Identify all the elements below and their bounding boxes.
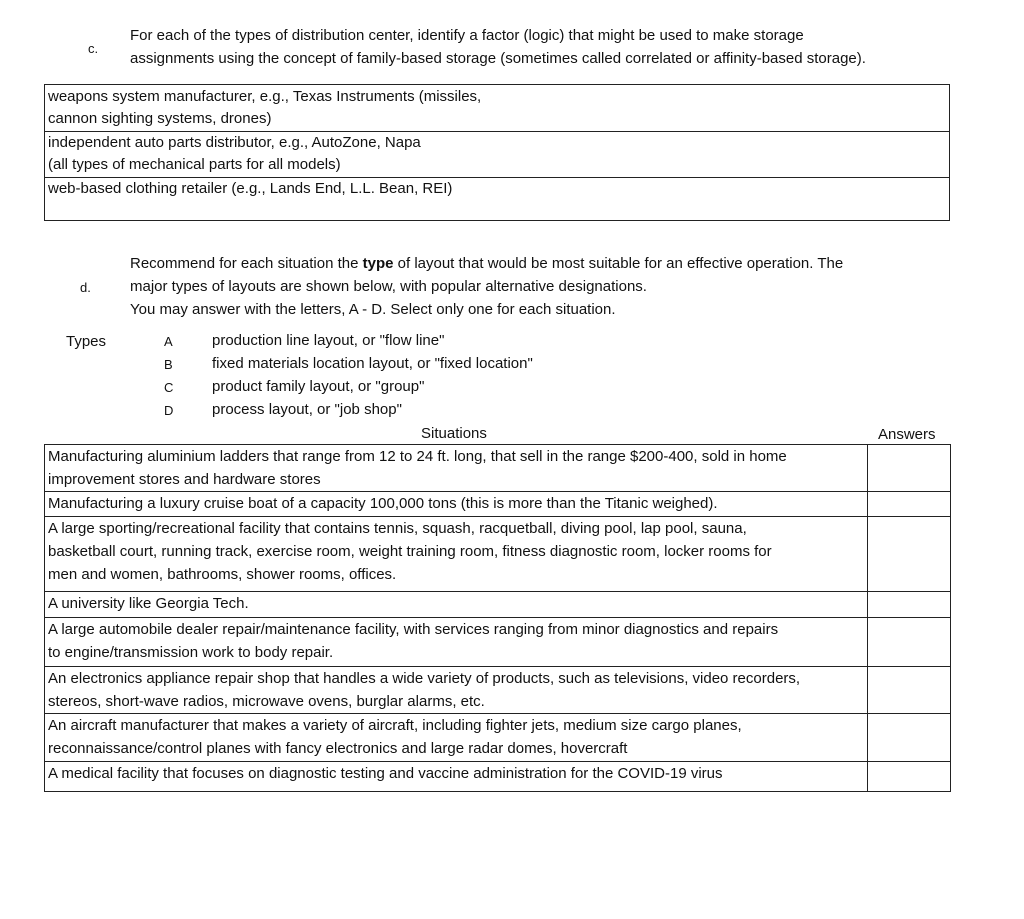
situation-text: [48, 714, 742, 760]
answer-cell[interactable]: [867, 592, 950, 617]
section-d-marker: d.: [80, 280, 91, 295]
answer-cell[interactable]: [867, 445, 950, 491]
situation-text: [48, 762, 723, 785]
type-description: production line layout, or "flow line": [212, 332, 445, 349]
prompt-text: of layout that would be most suitable for an effective operation. The: [393, 255, 844, 272]
situation-line: basketball court, running track, exercise room, weight training room, fitness diagnostic room, locker rooms for: [48, 543, 772, 560]
table-row: [44, 762, 951, 792]
section-c-prompt-line-1: For each of the types of distribution center, identify a factor (logic) that might be used to make storage: [130, 27, 804, 44]
situation-line: A large automobile dealer repair/maintenance facility, with services ranging from minor diagnostics and repairs: [48, 621, 779, 638]
answer-cell[interactable]: [867, 714, 950, 761]
situation-line: A medical facility that focuses on diagnostic testing and vaccine administration for the COVID-19 virus: [48, 765, 723, 782]
section-d-prompt-line-2: major types of layouts are shown below, with popular alternative designations.: [130, 278, 647, 295]
answer-cell[interactable]: [867, 517, 950, 591]
situation-line: An electronics appliance repair shop that handles a wide variety of products, such as televisions, video recorders,: [48, 670, 801, 687]
situations-header: Situations: [421, 425, 487, 442]
section-d-prompt-line-3: You may answer with the letters, A - D. Select only one for each situation.: [130, 301, 616, 318]
situation-line: to engine/transmission work to body repair.: [48, 644, 334, 661]
type-letter: D: [164, 403, 174, 418]
section-d-prompt-line-1: [130, 253, 843, 275]
type-letter: B: [164, 357, 173, 372]
row-text-line: (all types of mechanical parts for all models): [48, 156, 341, 173]
table-row: [44, 444, 951, 492]
table-row: [44, 618, 951, 667]
situation-line: men and women, bathrooms, shower rooms, offices.: [48, 566, 397, 583]
table-row: [44, 592, 951, 618]
table-row: [44, 667, 951, 714]
table-row: [44, 714, 951, 762]
situation-text: [48, 618, 778, 664]
distribution-center-table: [44, 84, 950, 221]
answer-cell[interactable]: [867, 667, 950, 713]
table-row: [45, 85, 949, 132]
table-row: [45, 132, 949, 178]
situation-line: reconnaissance/control planes with fancy electronics and large radar domes, hovercraft: [48, 740, 628, 757]
situation-line: Manufacturing aluminium ladders that range from 12 to 24 ft. long, that sell in the range $200-400, sold in home: [48, 448, 787, 465]
prompt-bold-text: type: [362, 255, 394, 272]
answer-cell[interactable]: [867, 492, 950, 516]
situation-text: [48, 667, 800, 713]
row-text-line: weapons system manufacturer, e.g., Texas Instruments (missiles,: [48, 88, 482, 105]
answer-cell[interactable]: [867, 762, 950, 791]
answer-cell[interactable]: [867, 618, 950, 666]
types-label: Types: [66, 333, 107, 350]
section-c-prompt-line-2: assignments using the concept of family-based storage (sometimes called correlated or affinity-based storage).: [130, 50, 866, 67]
type-description: product family layout, or "group": [212, 378, 425, 395]
situation-text: [48, 592, 249, 615]
table-row: [44, 492, 951, 517]
situation-line: stereos, short-wave radios, microwave ovens, burglar alarms, etc.: [48, 693, 485, 710]
type-description: process layout, or "job shop": [212, 401, 402, 418]
situation-line: Manufacturing a luxury cruise boat of a capacity 100,000 tons (this is more than the Titanic weighed).: [48, 495, 718, 512]
type-letter: C: [164, 380, 174, 395]
row-text-line: cannon sighting systems, drones): [48, 110, 272, 127]
type-letter: A: [164, 334, 173, 349]
situation-text: [48, 517, 772, 586]
situation-line: An aircraft manufacturer that makes a variety of aircraft, including fighter jets, medium size cargo planes,: [48, 717, 742, 734]
situation-line: improvement stores and hardware stores: [48, 471, 321, 488]
row-text-line: independent auto parts distributor, e.g., AutoZone, Napa: [48, 134, 421, 151]
table-row: [44, 517, 951, 592]
situation-text: [48, 492, 718, 515]
answers-header: Answers: [878, 426, 936, 443]
prompt-text: Recommend for each situation the: [130, 255, 363, 272]
row-text-line: web-based clothing retailer (e.g., Lands End, L.L. Bean, REI): [48, 180, 453, 197]
situation-line: A large sporting/recreational facility that contains tennis, squash, racquetball, diving pool, lap pool, sauna,: [48, 520, 747, 537]
table-row: [45, 178, 949, 219]
type-description: fixed materials location layout, or "fixed location": [212, 355, 533, 372]
section-c-marker: c.: [88, 41, 99, 56]
situation-text: [48, 445, 787, 491]
situation-line: A university like Georgia Tech.: [48, 595, 249, 612]
